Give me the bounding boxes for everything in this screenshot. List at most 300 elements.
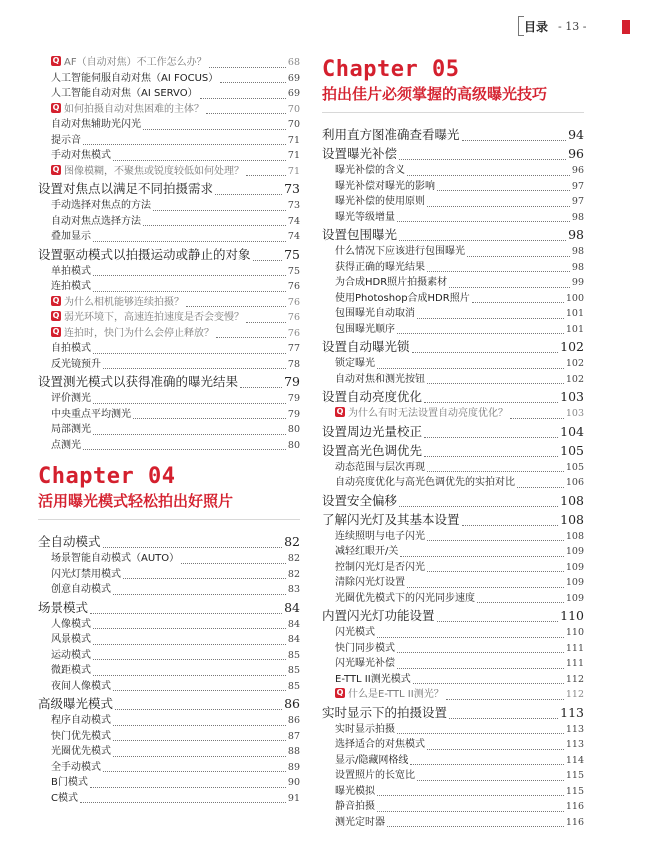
toc-entry[interactable]	[38, 198, 300, 214]
entry-title	[335, 672, 411, 688]
entry-page-number: 82	[287, 568, 300, 580]
entry-page-number: 109	[565, 546, 584, 557]
toc-entry[interactable]	[322, 591, 584, 607]
entry-page-number: 111	[565, 642, 584, 654]
entry-page-number: 85	[287, 680, 300, 692]
entry-page-number: 73	[287, 200, 300, 211]
dot-leader	[407, 174, 570, 176]
entry-page-number: 71	[287, 150, 300, 161]
toc-entry[interactable]	[322, 768, 584, 784]
chapter-title: Chapter 05	[322, 57, 460, 82]
toc-entry[interactable]	[322, 275, 584, 291]
dot-leader	[115, 708, 282, 710]
entry-title-text: 局部测光	[51, 424, 91, 435]
dot-leader	[410, 763, 563, 765]
entry-title	[335, 560, 425, 576]
chapter-04-heading	[38, 465, 300, 520]
entry-page-number: 71	[287, 134, 300, 146]
entry-title	[51, 102, 204, 118]
toc-section-entry[interactable]	[322, 337, 584, 356]
entry-page-number: 70	[287, 103, 300, 115]
entry-page-number: 69	[287, 72, 300, 84]
entry-page-number: 80	[287, 424, 300, 435]
entry-title-text: 设置驱动模式以拍摄运动或静止的对象	[38, 246, 251, 262]
chapter-05-heading	[322, 58, 584, 113]
entry-title-text: 提示音	[51, 134, 81, 146]
entry-page-number: 86	[287, 715, 300, 726]
entry-title	[51, 357, 101, 373]
toc-entry[interactable]	[38, 341, 300, 357]
dot-leader	[427, 570, 564, 572]
dot-leader	[93, 433, 286, 435]
toc-section-entry[interactable]	[322, 606, 584, 625]
entry-page-number: 86	[284, 696, 300, 711]
dot-leader	[472, 301, 564, 303]
entry-page-number: 77	[287, 343, 300, 354]
toc-list-left-bottom	[38, 532, 300, 806]
entry-page-number: 84	[287, 618, 300, 630]
toc-entry[interactable]	[322, 372, 584, 388]
dot-leader	[397, 732, 564, 734]
entry-title-text: 夜间人像模式	[51, 680, 111, 692]
toc-section-entry[interactable]	[38, 532, 300, 551]
toc-entry[interactable]	[38, 71, 300, 87]
entry-title-text: 包围曝光顺序	[335, 323, 395, 335]
toc-entry[interactable]	[38, 791, 300, 807]
dot-leader	[215, 193, 282, 195]
toc-entry[interactable]	[322, 737, 584, 753]
entry-page-number: 113	[565, 723, 584, 735]
entry-title-text: 程序自动模式	[51, 715, 111, 726]
entry-title-text: 闪光模式	[335, 627, 375, 638]
entry-page-number: 108	[560, 492, 584, 508]
toc-entry[interactable]	[322, 210, 584, 226]
entry-page-number: 96	[568, 146, 584, 161]
entry-title	[51, 679, 111, 695]
entry-title	[51, 164, 244, 180]
entry-page-number: 79	[287, 408, 300, 420]
entry-page-number: 108	[560, 511, 584, 527]
dot-leader	[93, 627, 286, 629]
entry-page-number: 114	[565, 754, 584, 766]
entry-title-text: 显示/隐藏网格线	[335, 754, 409, 766]
toc-header-title: 目录	[520, 18, 552, 35]
entry-page-number: 103	[560, 389, 584, 404]
entry-title	[38, 179, 213, 198]
toc-entry[interactable]	[38, 648, 300, 664]
entry-title	[51, 279, 91, 295]
toc-entry[interactable]	[38, 117, 300, 133]
dot-leader	[216, 336, 286, 338]
toc-entry[interactable]	[38, 133, 300, 149]
entry-title-text: 全手动模式	[51, 761, 101, 773]
entry-page-number: 76	[287, 296, 300, 308]
entry-title	[322, 441, 422, 460]
entry-title-text: 设置安全偏移	[322, 492, 398, 508]
entry-title	[322, 125, 460, 144]
entry-title	[51, 663, 91, 679]
question-icon: Q	[52, 311, 60, 320]
toc-question-entry[interactable]	[38, 102, 300, 118]
entry-title-text: 设置对焦点以满足不同拍摄需求	[38, 181, 214, 196]
toc-entry[interactable]	[322, 625, 584, 641]
dot-leader	[377, 367, 564, 369]
entry-title	[51, 551, 179, 567]
entry-title	[335, 356, 375, 372]
entry-title	[51, 713, 111, 729]
question-icon: Q	[52, 56, 60, 65]
entry-title	[322, 387, 422, 406]
entry-title	[38, 532, 101, 551]
toc-section-entry[interactable]	[322, 144, 584, 163]
toc-section-entry[interactable]	[38, 694, 300, 713]
dot-leader	[462, 139, 567, 141]
entry-title-text: 使用Photoshop合成HDR照片	[335, 292, 470, 304]
toc-entry[interactable]	[38, 229, 300, 245]
entry-title	[51, 775, 88, 791]
dot-leader	[377, 810, 564, 812]
dot-leader	[399, 239, 566, 241]
entry-title	[335, 406, 508, 422]
entry-title-text: 光圈优先模式	[51, 746, 111, 757]
toc-question-entry[interactable]	[322, 687, 584, 703]
dot-leader	[220, 81, 286, 83]
entry-title-text: 人工智能自动对焦（AI SERVO）	[51, 88, 198, 99]
toc-entry[interactable]	[322, 306, 584, 322]
entry-page-number: 85	[287, 665, 300, 676]
toc-entry[interactable]	[38, 214, 300, 230]
entry-page-number: 94	[568, 127, 584, 142]
toc-question-entry[interactable]	[322, 406, 584, 422]
entry-title-text: 了解闪光灯及其基本设置	[322, 511, 460, 527]
toc-section-entry[interactable]	[322, 441, 584, 460]
entry-title-text: 包围曝光自动取消	[335, 308, 415, 319]
question-icon: Q	[52, 295, 60, 305]
entry-title	[51, 391, 91, 407]
entry-title-text: 如何拍摄自动对焦困难的主体？	[64, 103, 204, 115]
entry-page-number: 105	[560, 442, 584, 458]
entry-title-text: E-TTL II测光模式	[335, 673, 411, 685]
toc-entry[interactable]	[322, 322, 584, 338]
entry-page-number: 112	[565, 689, 584, 700]
entry-title	[335, 306, 415, 322]
entry-title	[51, 617, 91, 633]
toc-entry[interactable]	[322, 641, 584, 657]
toc-entry[interactable]	[322, 799, 584, 815]
entry-page-number: 80	[287, 439, 300, 451]
entry-title	[335, 194, 425, 210]
toc-entry[interactable]	[322, 260, 584, 276]
entry-page-number: 82	[284, 534, 300, 549]
toc-entry[interactable]	[38, 279, 300, 295]
entry-page-number: 73	[284, 181, 300, 196]
toc-entry[interactable]	[322, 475, 584, 491]
dot-leader	[93, 674, 286, 676]
entry-title	[335, 768, 415, 784]
entry-page-number: 115	[565, 785, 584, 797]
entry-title-text: 控制闪光灯是否闪光	[335, 561, 425, 573]
toc-entry[interactable]	[322, 753, 584, 769]
entry-title	[335, 722, 395, 738]
entry-title	[51, 148, 111, 164]
entry-title	[335, 322, 395, 338]
entry-title	[51, 295, 184, 311]
entry-title-text: 运动模式	[51, 649, 91, 661]
toc-section-entry[interactable]	[322, 125, 584, 144]
toc-entry[interactable]	[322, 544, 584, 560]
entry-page-number: 113	[560, 704, 584, 720]
entry-title	[335, 372, 425, 388]
dot-leader	[153, 209, 286, 211]
toc-entry[interactable]	[322, 460, 584, 476]
entry-page-number: 115	[565, 770, 584, 781]
entry-title	[51, 264, 91, 280]
entry-title	[335, 687, 444, 703]
toc-entry[interactable]	[38, 264, 300, 280]
toc-entry[interactable]	[322, 575, 584, 591]
entry-page-number: 97	[571, 180, 584, 192]
toc-entry[interactable]	[38, 357, 300, 373]
question-icon: Q	[52, 164, 60, 174]
toc-entry[interactable]	[38, 617, 300, 633]
entry-title	[322, 144, 397, 163]
dot-leader	[510, 417, 564, 419]
entry-title-text: 设置曝光补偿	[322, 146, 398, 161]
dot-leader	[209, 66, 286, 68]
dot-leader	[123, 577, 286, 579]
entry-title	[51, 117, 141, 133]
entry-title-text: 弱光环境下，高速连拍速度是否会变慢？	[64, 312, 244, 323]
toc-entry[interactable]	[322, 722, 584, 738]
dot-leader	[400, 555, 563, 557]
entry-title-text: 什么情况下应该进行包围曝光	[335, 246, 465, 257]
dot-leader	[113, 724, 286, 726]
entry-title-text: 曝光等级增量	[335, 211, 395, 223]
entry-title-text: 设置高光色调优先	[322, 442, 423, 458]
entry-title-text: 连拍模式	[51, 281, 91, 292]
entry-title	[335, 529, 425, 545]
toc-entry[interactable]	[38, 679, 300, 695]
toc-entry[interactable]	[322, 784, 584, 800]
entry-page-number: 98	[571, 261, 584, 273]
entry-page-number: 101	[565, 308, 584, 319]
toc-entry[interactable]	[38, 407, 300, 423]
entry-page-number: 109	[565, 592, 584, 604]
dot-leader	[253, 259, 283, 261]
entry-page-number: 109	[565, 577, 584, 588]
toc-section-entry[interactable]	[322, 703, 584, 722]
entry-title-text: 场景智能自动模式（AUTO）	[51, 553, 180, 564]
dot-leader	[449, 717, 558, 719]
entry-page-number: 79	[287, 393, 300, 404]
entry-title-text: 手动选择对焦点的方法	[51, 200, 151, 211]
toc-entry[interactable]	[322, 815, 584, 831]
dot-leader	[477, 601, 564, 603]
entry-title-text: 叠加显示	[51, 231, 91, 242]
entry-title	[51, 341, 91, 357]
toc-section-entry[interactable]	[322, 387, 584, 406]
entry-title-text: 自动对焦点选择方法	[51, 215, 141, 227]
toc-question-entry[interactable]	[38, 326, 300, 342]
entry-title-text: 设置测光模式以获得准确的曝光结果	[38, 374, 239, 389]
entry-title	[51, 648, 91, 664]
toc-section-entry[interactable]	[38, 179, 300, 198]
toc-entry[interactable]	[38, 760, 300, 776]
toc-entry[interactable]	[322, 291, 584, 307]
entry-title	[335, 799, 375, 815]
toc-section-entry[interactable]	[322, 510, 584, 529]
toc-entry[interactable]	[322, 179, 584, 195]
entry-title-text: 中央重点平均测光	[51, 408, 131, 420]
toc-question-entry[interactable]	[38, 310, 300, 326]
toc-entry[interactable]	[38, 744, 300, 760]
toc-entry[interactable]	[322, 244, 584, 260]
entry-title	[335, 163, 405, 179]
entry-title-text: 什么是E-TTL II测光？	[348, 689, 444, 700]
entry-page-number: 71	[287, 165, 300, 177]
entry-title	[38, 598, 88, 617]
dot-leader	[427, 539, 564, 541]
dot-leader	[90, 786, 286, 788]
toc-entry[interactable]	[38, 422, 300, 438]
entry-title-text: 清除闪光灯设置	[335, 577, 405, 588]
toc-entry[interactable]	[38, 729, 300, 745]
entry-title	[51, 632, 91, 648]
entry-title-text: 人像模式	[51, 618, 91, 630]
entry-page-number: 101	[565, 323, 584, 335]
toc-section-entry[interactable]	[38, 245, 300, 264]
entry-title	[322, 510, 460, 529]
entry-title-text: 内置闪光灯功能设置	[322, 608, 435, 623]
entry-page-number: 88	[287, 746, 300, 757]
toc-section-entry[interactable]	[322, 225, 584, 244]
entry-page-number: 104	[560, 423, 584, 439]
toc-list-left-top	[38, 55, 300, 453]
entry-page-number: 98	[571, 211, 584, 223]
entry-title-text: 微距模式	[51, 665, 91, 676]
dot-leader	[427, 205, 570, 207]
entry-title-text: 单拍模式	[51, 265, 91, 277]
toc-entry[interactable]	[38, 632, 300, 648]
dot-leader	[387, 825, 564, 827]
dot-leader	[83, 448, 286, 450]
page-number: - 13 -	[558, 20, 587, 33]
toc-entry[interactable]	[38, 663, 300, 679]
entry-title-text: 曝光补偿对曝光的影响	[335, 180, 435, 192]
toc-entry[interactable]	[38, 86, 300, 102]
toc-entry[interactable]	[322, 560, 584, 576]
toc-entry[interactable]	[38, 438, 300, 454]
dot-leader	[413, 682, 564, 684]
entry-title	[51, 438, 81, 454]
dot-leader	[113, 689, 286, 691]
toc-section-entry[interactable]	[38, 372, 300, 391]
entry-title	[322, 337, 410, 356]
dot-leader	[93, 274, 286, 276]
entry-page-number: 84	[284, 599, 300, 615]
entry-title-text: 设置照片的长宽比	[335, 770, 415, 781]
entry-title	[51, 422, 91, 438]
chapter-divider	[38, 519, 300, 520]
entry-title	[335, 260, 425, 276]
entry-page-number: 116	[565, 816, 584, 828]
entry-title-text: 点测光	[51, 439, 81, 451]
chapter-title: Chapter 04	[38, 464, 176, 489]
entry-page-number: 105	[565, 461, 584, 473]
toc-entry[interactable]	[38, 775, 300, 791]
entry-title-text: 设置自动曝光锁	[322, 339, 410, 354]
chapter-subtitle: 活用曝光模式轻松拍出好照片	[38, 492, 234, 510]
toc-list-right	[322, 125, 584, 830]
entry-title-text: 高级曝光模式	[38, 696, 114, 711]
dot-leader	[80, 801, 286, 803]
entry-page-number: 76	[287, 327, 300, 339]
entry-title-text: 快门同步模式	[335, 642, 395, 654]
entry-page-number: 90	[287, 777, 300, 788]
dot-leader	[437, 189, 570, 191]
entry-page-number: 113	[565, 739, 584, 750]
toc-entry[interactable]	[322, 356, 584, 372]
entry-title-text: 设置自动亮度优化	[322, 389, 423, 404]
toc-entry[interactable]	[38, 391, 300, 407]
dot-leader	[113, 159, 286, 161]
entry-page-number: 76	[287, 312, 300, 323]
toc-section-entry[interactable]	[38, 598, 300, 617]
toc-entry[interactable]	[322, 163, 584, 179]
entry-title	[51, 55, 207, 71]
entry-title-text: 曝光补偿的含义	[335, 165, 405, 176]
entry-title-text: AF（自动对焦）不工作怎么办？	[64, 57, 207, 68]
toc-entry[interactable]	[38, 567, 300, 583]
entry-page-number: 79	[284, 374, 300, 389]
entry-page-number: 68	[287, 57, 300, 68]
toc-section-entry[interactable]	[322, 491, 584, 510]
entry-title-text: 场景模式	[38, 599, 89, 615]
entry-title-text: 闪光灯禁用模式	[51, 568, 121, 580]
entry-title	[335, 460, 425, 476]
toc-entry[interactable]	[322, 656, 584, 672]
toc-question-entry[interactable]	[38, 55, 300, 71]
entry-page-number: 96	[571, 165, 584, 176]
dot-leader	[206, 112, 286, 114]
entry-title-text: 自动对焦和测光按钮	[335, 373, 425, 385]
entry-title	[335, 784, 375, 800]
entry-title	[335, 210, 395, 226]
entry-title-text: 评价测光	[51, 393, 91, 404]
toc-entry[interactable]	[38, 582, 300, 598]
entry-title	[51, 326, 214, 342]
toc-question-entry[interactable]	[38, 164, 300, 180]
toc-question-entry[interactable]	[38, 295, 300, 311]
entry-title-text: 设置包围曝光	[322, 227, 398, 242]
entry-title-text: 曝光模拟	[335, 785, 375, 797]
toc-entry[interactable]	[322, 194, 584, 210]
entry-title-text: 实时显示拍摄	[335, 723, 395, 735]
toc-entry[interactable]	[38, 551, 300, 567]
toc-entry[interactable]	[322, 529, 584, 545]
entry-page-number: 98	[568, 227, 584, 242]
toc-entry[interactable]	[38, 148, 300, 164]
dot-leader	[424, 455, 558, 457]
toc-entry[interactable]	[322, 672, 584, 688]
entry-title	[335, 753, 408, 769]
dot-leader	[427, 270, 570, 272]
entry-title-text: 自拍模式	[51, 343, 91, 354]
toc-section-entry[interactable]	[322, 422, 584, 441]
entry-title-text: 全自动模式	[38, 534, 101, 549]
toc-entry[interactable]	[38, 713, 300, 729]
entry-title	[51, 729, 111, 745]
